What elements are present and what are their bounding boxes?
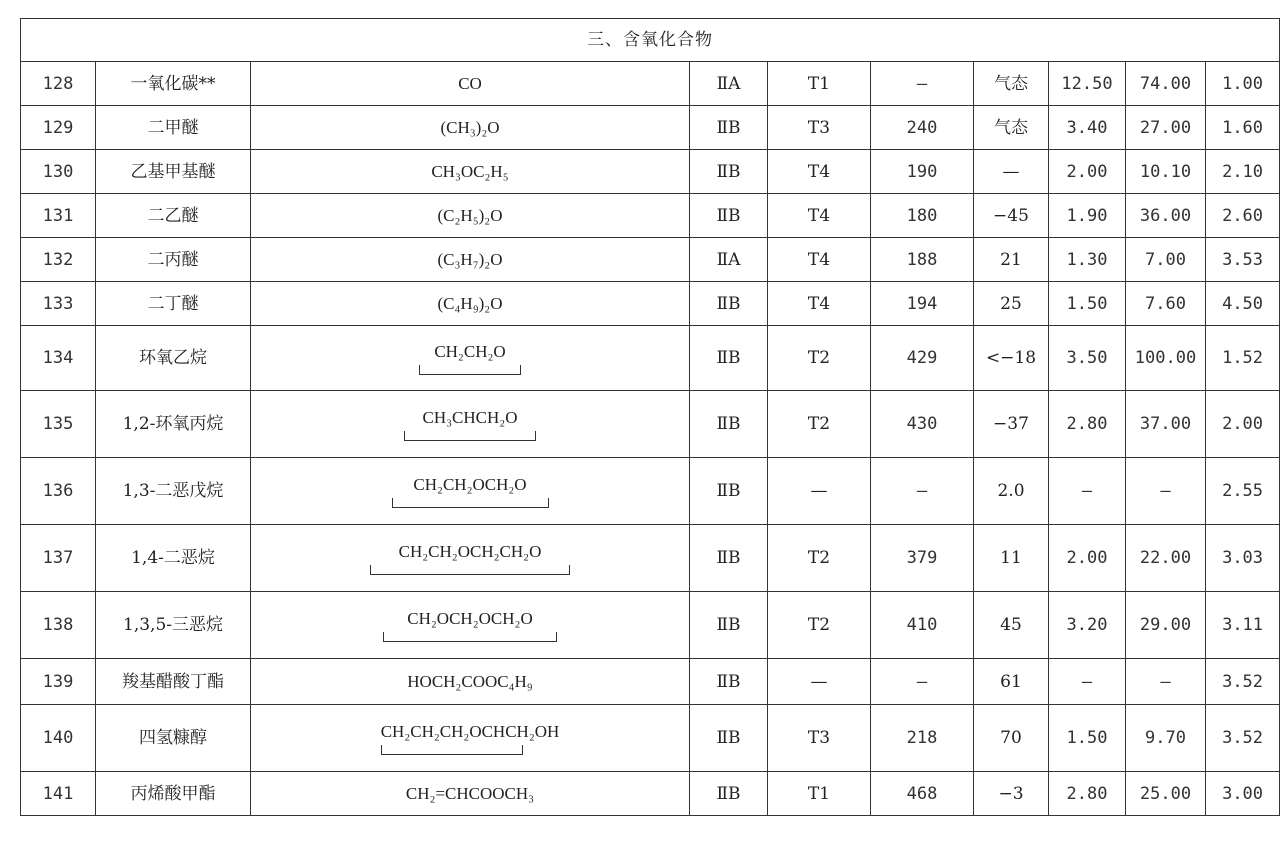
flash-point: 45 (974, 592, 1049, 659)
table-row (21, 150, 1280, 194)
compound-name: 1,4-二恶烷 (96, 525, 251, 592)
chemical-formula (251, 391, 690, 458)
formula-text: CH₃CHCH₂O (422, 407, 518, 427)
gas-group: ⅡB (690, 659, 768, 705)
lower-explosive-limit: 3.20 (1049, 592, 1126, 659)
ignition-temperature: 240 (871, 106, 974, 150)
gas-group: ⅡB (690, 194, 768, 238)
ring-formula (381, 722, 560, 755)
ring-formula (404, 408, 536, 441)
table-row (21, 391, 1280, 458)
upper-explosive-limit: 36.00 (1126, 194, 1206, 238)
gas-group: ⅡB (690, 326, 768, 391)
ring-bracket (383, 632, 557, 642)
temperature-class: T3 (768, 705, 871, 772)
row-number: 134 (21, 326, 96, 391)
chemical-formula: CH₃OC₂H₅ (251, 150, 690, 194)
temperature-class: T4 (768, 238, 871, 282)
upper-explosive-limit: 22.00 (1126, 525, 1206, 592)
ignition-temperature: — (871, 458, 974, 525)
section-title: 三、含氧化合物 (21, 19, 1280, 62)
ignition-temperature: 194 (871, 282, 974, 326)
ignition-temperature: 430 (871, 391, 974, 458)
table-row (21, 705, 1280, 772)
gas-group: ⅡA (690, 238, 768, 282)
compound-table (20, 18, 1280, 816)
ring-bracket (392, 498, 549, 508)
compound-name: 1,2-环氧丙烷 (96, 391, 251, 458)
vapor-density: 2.55 (1206, 458, 1280, 525)
ring-formula (370, 542, 570, 575)
chemical-formula: (C₄H₉)₂O (251, 282, 690, 326)
gas-group: ⅡB (690, 592, 768, 659)
flash-point: — (974, 150, 1049, 194)
flash-point: 21 (974, 238, 1049, 282)
chemical-formula (251, 705, 690, 772)
temperature-class: T4 (768, 150, 871, 194)
gas-group: ⅡB (690, 525, 768, 592)
ring-formula (392, 475, 549, 508)
table-row (21, 282, 1280, 326)
flash-point: 2.0 (974, 458, 1049, 525)
chemical-formula (251, 592, 690, 659)
vapor-density: 1.00 (1206, 62, 1280, 106)
temperature-class: — (768, 659, 871, 705)
temperature-class: T4 (768, 194, 871, 238)
chemical-formula (251, 458, 690, 525)
compound-name: 1,3-二恶戊烷 (96, 458, 251, 525)
ring-formula (383, 609, 557, 642)
gas-group: ⅡB (690, 772, 768, 816)
vapor-density: 3.11 (1206, 592, 1280, 659)
formula-text: CH₂CH₂CH₂OCHCH₂OH (380, 721, 560, 741)
upper-explosive-limit: 74.00 (1126, 62, 1206, 106)
section-header-row (21, 19, 1280, 62)
ignition-temperature: 379 (871, 525, 974, 592)
upper-explosive-limit: 100.00 (1126, 326, 1206, 391)
gas-group: ⅡB (690, 458, 768, 525)
row-number: 130 (21, 150, 96, 194)
gas-group: ⅡB (690, 282, 768, 326)
row-number: 141 (21, 772, 96, 816)
gas-group: ⅡB (690, 391, 768, 458)
vapor-density: 3.03 (1206, 525, 1280, 592)
row-number: 140 (21, 705, 96, 772)
upper-explosive-limit: 25.00 (1126, 772, 1206, 816)
flash-point: −45 (974, 194, 1049, 238)
formula-text: CH₂OCH₂OCH₂O (407, 608, 533, 628)
upper-explosive-limit: 29.00 (1126, 592, 1206, 659)
upper-explosive-limit: — (1126, 458, 1206, 525)
temperature-class: T2 (768, 592, 871, 659)
gas-group: ⅡB (690, 106, 768, 150)
table-row (21, 592, 1280, 659)
lower-explosive-limit: 1.50 (1049, 705, 1126, 772)
upper-explosive-limit: 7.60 (1126, 282, 1206, 326)
ignition-temperature: 218 (871, 705, 974, 772)
upper-explosive-limit: 7.00 (1126, 238, 1206, 282)
upper-explosive-limit: 10.10 (1126, 150, 1206, 194)
flash-point: −37 (974, 391, 1049, 458)
temperature-class: T1 (768, 62, 871, 106)
flash-point: 气态 (974, 106, 1049, 150)
chemical-formula (251, 525, 690, 592)
chemical-formula: (CH₃)₂O (251, 106, 690, 150)
ignition-temperature: 188 (871, 238, 974, 282)
temperature-class: T4 (768, 282, 871, 326)
table-row (21, 62, 1280, 106)
table-row (21, 659, 1280, 705)
chemical-formula: HOCH₂COOC₄H₉ (251, 659, 690, 705)
row-number: 132 (21, 238, 96, 282)
table-row (21, 525, 1280, 592)
flash-point: 气态 (974, 62, 1049, 106)
lower-explosive-limit: 2.00 (1049, 525, 1126, 592)
chemical-formula: CH₂=CHCOOCH₃ (251, 772, 690, 816)
ignition-temperature: — (871, 659, 974, 705)
upper-explosive-limit: — (1126, 659, 1206, 705)
flash-point: 70 (974, 705, 1049, 772)
lower-explosive-limit: — (1049, 659, 1126, 705)
ignition-temperature: 180 (871, 194, 974, 238)
row-number: 133 (21, 282, 96, 326)
temperature-class: T2 (768, 391, 871, 458)
table-row (21, 458, 1280, 525)
lower-explosive-limit: 2.80 (1049, 391, 1126, 458)
formula-text: CH₂CH₂OCH₂CH₂O (398, 541, 542, 561)
row-number: 137 (21, 525, 96, 592)
upper-explosive-limit: 37.00 (1126, 391, 1206, 458)
compound-name: 二甲醚 (96, 106, 251, 150)
flash-point: 25 (974, 282, 1049, 326)
flash-point: 11 (974, 525, 1049, 592)
formula-text: CH₂CH₂OCH₂O (413, 474, 527, 494)
vapor-density: 3.52 (1206, 659, 1280, 705)
lower-explosive-limit: 3.40 (1049, 106, 1126, 150)
ring-bracket (419, 365, 521, 375)
vapor-density: 4.50 (1206, 282, 1280, 326)
gas-group: ⅡB (690, 705, 768, 772)
lower-explosive-limit: 2.00 (1049, 150, 1126, 194)
ignition-temperature: 190 (871, 150, 974, 194)
ignition-temperature: 429 (871, 326, 974, 391)
vapor-density: 1.52 (1206, 326, 1280, 391)
ignition-temperature: 410 (871, 592, 974, 659)
row-number: 139 (21, 659, 96, 705)
row-number: 128 (21, 62, 96, 106)
chemical-formula: (C₂H₅)₂O (251, 194, 690, 238)
chemical-formula: CO (251, 62, 690, 106)
lower-explosive-limit: 12.50 (1049, 62, 1126, 106)
vapor-density: 3.53 (1206, 238, 1280, 282)
formula-text: CH₂CH₂O (434, 341, 506, 361)
table-row (21, 238, 1280, 282)
ring-formula (419, 342, 521, 375)
row-number: 138 (21, 592, 96, 659)
lower-explosive-limit: 3.50 (1049, 326, 1126, 391)
compound-name: 1,3,5-三恶烷 (96, 592, 251, 659)
compound-name: 二丁醚 (96, 282, 251, 326)
vapor-density: 3.00 (1206, 772, 1280, 816)
table-row (21, 106, 1280, 150)
upper-explosive-limit: 27.00 (1126, 106, 1206, 150)
temperature-class: — (768, 458, 871, 525)
compound-name: 环氧乙烷 (96, 326, 251, 391)
row-number: 135 (21, 391, 96, 458)
compound-name: 四氢糠醇 (96, 705, 251, 772)
ignition-temperature: 468 (871, 772, 974, 816)
flash-point: 61 (974, 659, 1049, 705)
lower-explosive-limit: 1.30 (1049, 238, 1126, 282)
chemical-formula: (C₃H₇)₂O (251, 238, 690, 282)
vapor-density: 2.10 (1206, 150, 1280, 194)
ring-bracket (381, 745, 523, 755)
temperature-class: T3 (768, 106, 871, 150)
upper-explosive-limit: 9.70 (1126, 705, 1206, 772)
compound-name: 丙烯酸甲酯 (96, 772, 251, 816)
gas-group: ⅡA (690, 62, 768, 106)
chemical-formula (251, 326, 690, 391)
lower-explosive-limit: 2.80 (1049, 772, 1126, 816)
gas-group: ⅡB (690, 150, 768, 194)
lower-explosive-limit: 1.90 (1049, 194, 1126, 238)
flash-point: <−18 (974, 326, 1049, 391)
vapor-density: 2.60 (1206, 194, 1280, 238)
row-number: 136 (21, 458, 96, 525)
table-row (21, 326, 1280, 391)
ring-bracket (370, 565, 570, 575)
temperature-class: T2 (768, 326, 871, 391)
temperature-class: T2 (768, 525, 871, 592)
flash-point: −3 (974, 772, 1049, 816)
vapor-density: 3.52 (1206, 705, 1280, 772)
compound-name: 羧基醋酸丁酯 (96, 659, 251, 705)
compound-name: 一氧化碳** (96, 62, 251, 106)
compound-name: 二丙醚 (96, 238, 251, 282)
vapor-density: 1.60 (1206, 106, 1280, 150)
table-row (21, 194, 1280, 238)
compound-name: 乙基甲基醚 (96, 150, 251, 194)
vapor-density: 2.00 (1206, 391, 1280, 458)
compound-name: 二乙醚 (96, 194, 251, 238)
temperature-class: T1 (768, 772, 871, 816)
row-number: 131 (21, 194, 96, 238)
ring-bracket (404, 431, 536, 441)
row-number: 129 (21, 106, 96, 150)
table-row (21, 772, 1280, 816)
ignition-temperature: — (871, 62, 974, 106)
lower-explosive-limit: 1.50 (1049, 282, 1126, 326)
lower-explosive-limit: — (1049, 458, 1126, 525)
